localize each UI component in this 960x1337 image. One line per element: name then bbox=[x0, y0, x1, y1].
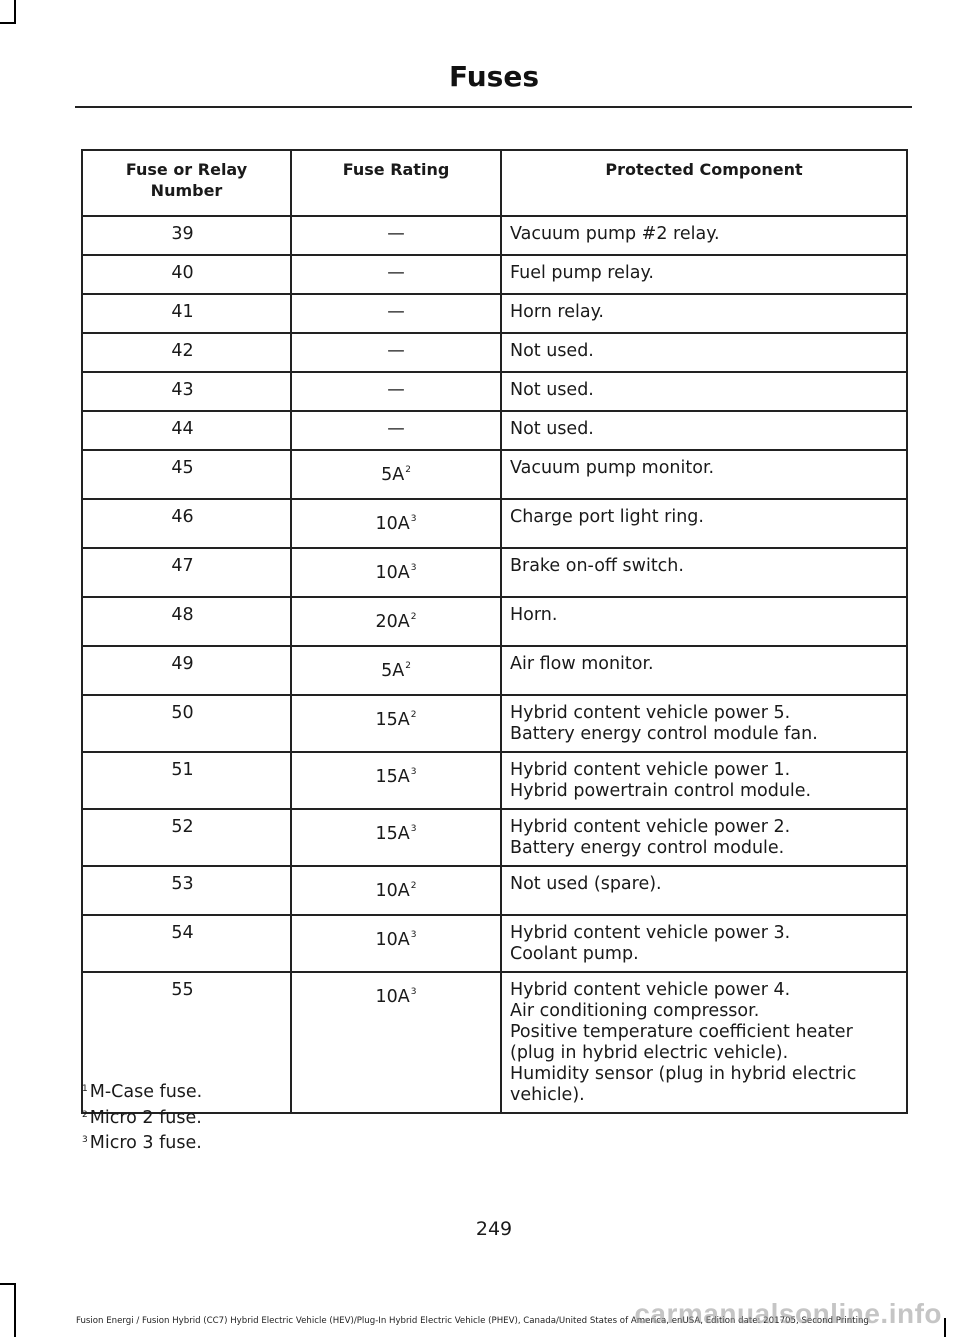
footer-text: Fusion Energi / Fusion Hybrid (CC7) Hybrid Electric Vehicle (HEV)/Plug-In Hybrid Electric Vehicle (PHEV), Canada/United States of America, enUSA, Edition date: 201705, Second Printing bbox=[76, 1316, 869, 1326]
fuse-number-cell: 51 bbox=[82, 752, 291, 809]
watermark-logo: carmanualsonline.info bbox=[634, 1298, 942, 1329]
component-line: Hybrid content vehicle power 2. bbox=[510, 817, 791, 837]
protected-component-cell bbox=[501, 915, 907, 972]
footnote-reference: 3 bbox=[410, 514, 417, 524]
crop-mark-bottom-right-v bbox=[944, 1318, 946, 1337]
table-row bbox=[82, 548, 907, 597]
footnote-reference: 2 bbox=[410, 881, 417, 891]
fuse-number-cell: 48 bbox=[82, 597, 291, 646]
fuse-rating-cell bbox=[291, 548, 501, 597]
fuse-rating-value: 20A bbox=[375, 612, 410, 632]
protected-component-cell bbox=[501, 866, 907, 915]
fuse-rating-value: 15A bbox=[375, 767, 410, 787]
component-line: Not used (spare). bbox=[510, 874, 662, 894]
fuse-number-cell: 49 bbox=[82, 646, 291, 695]
crop-mark-bottom-left-h bbox=[0, 1283, 16, 1285]
footnote-text: Micro 2 fuse. bbox=[89, 1107, 202, 1128]
fuse-rating-cell bbox=[291, 450, 501, 499]
protected-component-cell bbox=[501, 216, 907, 255]
fuse-rating-value: — bbox=[387, 380, 405, 400]
footnote-reference: 2 bbox=[405, 465, 411, 475]
protected-component-cell bbox=[501, 752, 907, 809]
component-line: Hybrid content vehicle power 1. bbox=[510, 760, 791, 780]
fuse-rating-cell bbox=[291, 216, 501, 255]
fuse-rating-cell bbox=[291, 646, 501, 695]
fuse-rating-value: — bbox=[387, 263, 405, 283]
component-line: Battery energy control module. bbox=[510, 838, 785, 858]
fuse-rating-cell bbox=[291, 372, 501, 411]
table-row bbox=[82, 372, 907, 411]
fuse-rating-value: 10A bbox=[375, 987, 410, 1007]
fuse-rating-cell bbox=[291, 597, 501, 646]
component-line: Fuel pump relay. bbox=[510, 263, 654, 283]
table-row bbox=[82, 972, 907, 1113]
fuse-rating-cell bbox=[291, 499, 501, 548]
fuse-rating-cell bbox=[291, 972, 501, 1113]
table-row bbox=[82, 646, 907, 695]
component-line: Not used. bbox=[510, 419, 594, 439]
fuse-number-cell: 54 bbox=[82, 915, 291, 972]
fuse-rating-value: — bbox=[387, 224, 405, 244]
header-fuse-number: Fuse or Relay Number bbox=[82, 150, 291, 216]
component-line: Hybrid content vehicle power 3. bbox=[510, 923, 791, 943]
fuse-rating-value: 10A bbox=[375, 881, 410, 901]
fuse-rating-cell bbox=[291, 809, 501, 866]
fuse-number-cell: 46 bbox=[82, 499, 291, 548]
footnote-mark: 1 bbox=[82, 1084, 88, 1094]
table-row bbox=[82, 499, 907, 548]
table-row bbox=[82, 809, 907, 866]
table-row bbox=[82, 695, 907, 752]
fuse-rating-cell bbox=[291, 411, 501, 450]
component-line: Charge port light ring. bbox=[510, 507, 704, 527]
fuse-rating-cell bbox=[291, 915, 501, 972]
fuse-number-cell: 52 bbox=[82, 809, 291, 866]
protected-component-cell bbox=[501, 255, 907, 294]
fuse-number-cell: 42 bbox=[82, 333, 291, 372]
component-line: Air conditioning compressor. bbox=[510, 1001, 760, 1021]
table-row bbox=[82, 450, 907, 499]
component-line: Hybrid content vehicle power 4. bbox=[510, 980, 791, 1000]
fuse-rating-value: 5A bbox=[381, 465, 405, 485]
fuse-rating-value: 5A bbox=[381, 661, 405, 681]
component-line: Hybrid content vehicle power 5. bbox=[510, 703, 791, 723]
component-line: Vacuum pump #2 relay. bbox=[510, 224, 720, 244]
protected-component-cell bbox=[501, 499, 907, 548]
table-row bbox=[82, 294, 907, 333]
protected-component-cell bbox=[501, 294, 907, 333]
fuse-number-cell: 47 bbox=[82, 548, 291, 597]
fuse-number-cell: 41 bbox=[82, 294, 291, 333]
table-row bbox=[82, 255, 907, 294]
table-header-row bbox=[82, 150, 907, 216]
fuse-table bbox=[81, 149, 908, 1114]
fuse-number-cell: 39 bbox=[82, 216, 291, 255]
component-line: Vacuum pump monitor. bbox=[510, 458, 715, 478]
protected-component-cell bbox=[501, 372, 907, 411]
fuse-number-cell: 44 bbox=[82, 411, 291, 450]
table-row bbox=[82, 411, 907, 450]
table-row bbox=[82, 333, 907, 372]
footnote-mark: 3 bbox=[82, 1135, 88, 1145]
footnote-reference: 3 bbox=[410, 767, 417, 777]
page-title: Fuses bbox=[449, 60, 539, 93]
fuse-rating-value: — bbox=[387, 341, 405, 361]
footnotes bbox=[82, 1080, 202, 1157]
component-line: Air flow monitor. bbox=[510, 654, 654, 674]
crop-mark-bottom-left-v bbox=[14, 1283, 16, 1337]
fuse-rating-value: 15A bbox=[375, 710, 410, 730]
component-line: Humidity sensor (plug in hybrid electric vehicle). bbox=[510, 1064, 857, 1105]
footnote bbox=[82, 1131, 202, 1157]
footnote-reference: 2 bbox=[405, 661, 411, 671]
component-line: Horn. bbox=[510, 605, 558, 625]
fuse-number-cell: 40 bbox=[82, 255, 291, 294]
component-line: Coolant pump. bbox=[510, 944, 639, 964]
table-row bbox=[82, 915, 907, 972]
fuse-number-cell: 43 bbox=[82, 372, 291, 411]
crop-mark-top-left-v bbox=[14, 0, 16, 24]
fuse-rating-value: 10A bbox=[375, 930, 410, 950]
fuse-number-cell: 53 bbox=[82, 866, 291, 915]
fuse-number-cell: 50 bbox=[82, 695, 291, 752]
protected-component-cell bbox=[501, 333, 907, 372]
fuse-rating-value: 10A bbox=[375, 514, 410, 534]
fuse-rating-cell bbox=[291, 255, 501, 294]
footnote-reference: 3 bbox=[410, 563, 417, 573]
protected-component-cell bbox=[501, 809, 907, 866]
fuse-rating-value: 10A bbox=[375, 563, 410, 583]
fuse-rating-value: 15A bbox=[375, 824, 410, 844]
protected-component-cell bbox=[501, 646, 907, 695]
fuse-rating-cell bbox=[291, 333, 501, 372]
component-line: Horn relay. bbox=[510, 302, 604, 322]
protected-component-cell bbox=[501, 695, 907, 752]
footnote bbox=[82, 1080, 202, 1106]
header-protected-component: Protected Component bbox=[501, 150, 907, 216]
component-line: Hybrid powertrain control module. bbox=[510, 781, 812, 801]
footnote-text: M-Case fuse. bbox=[89, 1082, 203, 1102]
header-fuse-rating: Fuse Rating bbox=[291, 150, 501, 216]
protected-component-cell bbox=[501, 411, 907, 450]
table-row bbox=[82, 597, 907, 646]
footnote-mark: 2 bbox=[82, 1109, 88, 1120]
component-line: Positive temperature coefficient heater (plug in hybrid electric vehicle). bbox=[510, 1022, 853, 1063]
fuse-rating-cell bbox=[291, 866, 501, 915]
fuse-rating-cell bbox=[291, 294, 501, 333]
crop-mark-top-left-h bbox=[0, 22, 16, 24]
footnote-reference: 2 bbox=[410, 612, 417, 622]
component-line: Not used. bbox=[510, 380, 594, 400]
component-line: Battery energy control module fan. bbox=[510, 724, 818, 744]
footnote bbox=[82, 1106, 202, 1132]
fuse-number-cell: 45 bbox=[82, 450, 291, 499]
page-number: 249 bbox=[475, 1218, 513, 1240]
component-line: Brake on-off switch. bbox=[510, 556, 684, 576]
protected-component-cell bbox=[501, 548, 907, 597]
protected-component-cell bbox=[501, 450, 907, 499]
fuse-rating-cell bbox=[291, 752, 501, 809]
fuse-rating-value: — bbox=[387, 302, 405, 322]
protected-component-cell bbox=[501, 972, 907, 1113]
fuse-rating-value: — bbox=[387, 419, 405, 439]
fuse-number-cell: 55 bbox=[82, 972, 291, 1113]
fuse-rating-cell bbox=[291, 695, 501, 752]
table-row bbox=[82, 752, 907, 809]
footnote-reference: 3 bbox=[410, 987, 417, 997]
protected-component-cell bbox=[501, 597, 907, 646]
component-line: Not used. bbox=[510, 341, 594, 361]
title-divider bbox=[75, 106, 912, 108]
table-row bbox=[82, 216, 907, 255]
footnote-reference: 2 bbox=[410, 710, 417, 720]
footnote-reference: 3 bbox=[410, 930, 417, 940]
table-row bbox=[82, 866, 907, 915]
fuse-table-body bbox=[82, 216, 907, 1113]
footnote-text: Micro 3 fuse. bbox=[89, 1133, 202, 1153]
footnote-reference: 3 bbox=[410, 824, 417, 834]
